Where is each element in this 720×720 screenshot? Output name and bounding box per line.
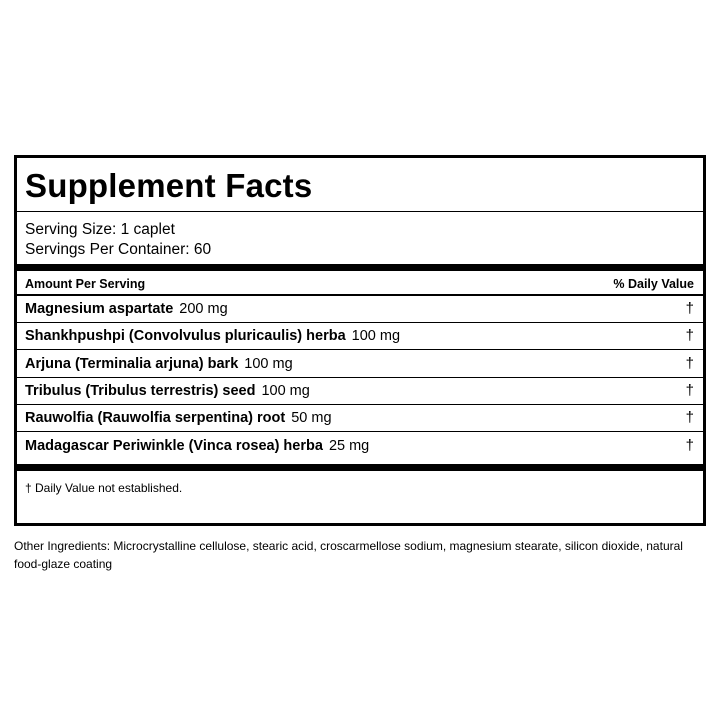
ingredient-row — [17, 433, 703, 460]
ingredient-row — [17, 323, 703, 350]
footnote: † Daily Value not established. — [25, 481, 183, 495]
ingredient-row — [17, 351, 703, 378]
thick-divider — [17, 464, 703, 471]
daily-value-dagger: † — [685, 354, 694, 372]
ingredient-amount: 50 mg — [291, 410, 332, 427]
other-ingredients: Other Ingredients: Microcrystalline cellulose, stearic acid, croscarmellose sodium, magnesium stearate, silicon dioxide, natural food-glaze coating — [14, 539, 683, 571]
ingredient-label — [25, 437, 369, 455]
amount-per-serving-header: Amount Per Serving — [25, 277, 146, 291]
ingredient-name: Madagascar Periwinkle (Vinca rosea) herba — [25, 437, 323, 454]
daily-value-dagger: † — [685, 300, 694, 317]
daily-value-dagger: † — [685, 327, 694, 345]
ingredient-label — [25, 355, 293, 373]
ingredient-label — [25, 382, 310, 400]
ingredient-label — [25, 409, 332, 427]
servings-per-container: Servings Per Container: 60 — [25, 241, 212, 258]
panel-title: Supplement Facts — [25, 167, 313, 204]
daily-value-header: % Daily Value — [613, 277, 694, 291]
serving-size: Serving Size: 1 caplet — [25, 221, 175, 238]
ingredient-name: Tribulus (Tribulus terrestris) seed — [25, 382, 256, 399]
ingredient-name: Rauwolfia (Rauwolfia serpentina) root — [25, 410, 286, 427]
ingredient-amount: 100 mg — [244, 355, 293, 372]
daily-value-dagger: † — [685, 436, 694, 454]
supplement-facts-panel — [14, 155, 706, 526]
ingredient-amount: 100 mg — [351, 328, 401, 345]
ingredient-name: Magnesium aspartate — [25, 301, 174, 317]
ingredient-label — [25, 327, 400, 345]
ingredient-row — [17, 296, 703, 323]
daily-value-dagger: † — [685, 381, 694, 399]
ingredient-row — [17, 405, 703, 432]
thick-divider — [17, 264, 703, 271]
daily-value-dagger: † — [685, 409, 694, 427]
ingredient-name: Shankhpushpi (Convolvulus pluricaulis) herba — [25, 328, 346, 345]
ingredient-label — [25, 300, 228, 318]
ingredient-name: Arjuna (Terminalia arjuna) bark — [25, 355, 239, 372]
ingredient-amount: 100 mg — [261, 382, 310, 399]
ingredient-row — [17, 378, 703, 405]
thin-divider — [17, 211, 703, 212]
ingredient-amount: 200 mg — [179, 301, 228, 317]
ingredient-amount: 25 mg — [328, 437, 370, 454]
